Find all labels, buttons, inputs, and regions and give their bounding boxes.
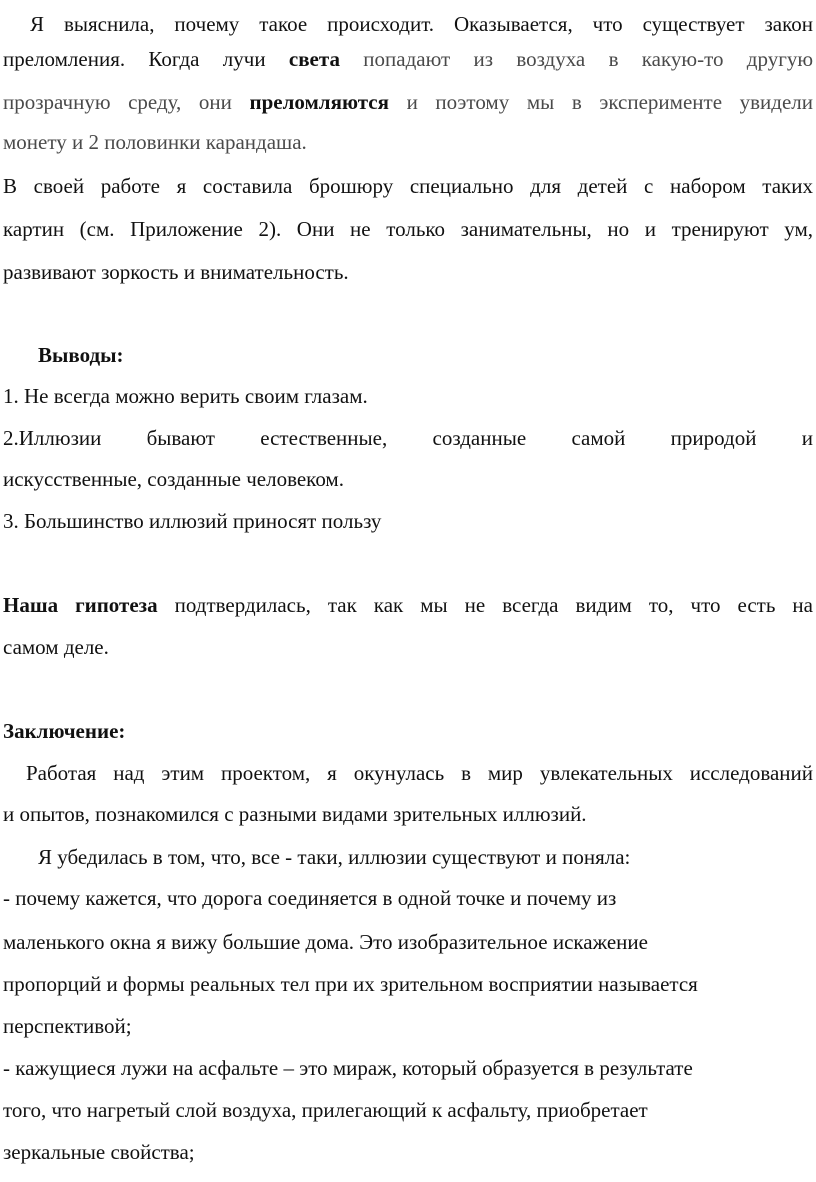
paragraph-1-line-1 bbox=[30, 10, 813, 38]
text-span: самом деле. bbox=[3, 635, 109, 659]
text-span: маленького окна я вижу большие дома. Это изобразительное искажение bbox=[3, 930, 648, 954]
text-span: - кажущиеся лужи на асфальте – это мираж, который образуется в результате bbox=[3, 1056, 693, 1080]
summary-heading bbox=[3, 717, 813, 745]
text-span: и поэтому мы в эксперименте увидели bbox=[406, 90, 814, 114]
text-span: - почему кажется, что дорога соединяется в одной точке и почему из bbox=[3, 886, 617, 910]
hypothesis-label: Наша гипотеза bbox=[3, 593, 158, 617]
summary-paragraph-1-line-2 bbox=[3, 800, 813, 828]
paragraph-2-line-3 bbox=[3, 258, 813, 286]
text-span: искусственные, созданные человеком. bbox=[3, 467, 344, 491]
text-span: 2.Иллюзии бывают естественные, созданные самой природой и bbox=[3, 426, 813, 450]
summary-paragraph-4-line-2 bbox=[3, 1096, 813, 1124]
hypothesis-line-2 bbox=[3, 633, 813, 661]
text-span: Я выяснила, почему такое происходит. Оказывается, что существует закон bbox=[30, 12, 813, 36]
paragraph-2-line-2 bbox=[3, 215, 813, 243]
summary-paragraph-3-line-4 bbox=[3, 1012, 813, 1040]
summary-paragraph-3-line-3 bbox=[3, 970, 813, 998]
text-span: прозрачную среду, они bbox=[3, 90, 232, 114]
text-span: 3. Большинство иллюзий приносят пользу bbox=[3, 509, 382, 533]
text-span: подтвердилась, так как мы не всегда видим то, что есть на bbox=[174, 593, 813, 617]
text-span: Выводы: bbox=[38, 343, 124, 367]
summary-paragraph-4-line-1 bbox=[3, 1054, 813, 1082]
summary-paragraph-4-line-3 bbox=[3, 1138, 813, 1166]
text-span: пропорций и формы реальных тел при их зрительном восприятии называется bbox=[3, 972, 698, 996]
conclusion-item-2-line-2 bbox=[3, 465, 813, 493]
text-span: монету и 2 половинки карандаша. bbox=[3, 130, 307, 154]
text-span: перспективой; bbox=[3, 1014, 132, 1038]
paragraph-1-line-3 bbox=[3, 88, 813, 116]
hypothesis-line-1 bbox=[3, 591, 813, 619]
bold-word-sveta: света bbox=[288, 47, 340, 71]
summary-paragraph-3-line-1 bbox=[3, 884, 813, 912]
conclusion-item-3 bbox=[3, 507, 813, 535]
text-span: Работая над этим проектом, я окунулась в мир увлекательных исследований bbox=[26, 761, 813, 785]
conclusions-heading bbox=[38, 341, 813, 369]
conclusion-item-1 bbox=[3, 382, 813, 410]
text-span: преломления. Когда лучи bbox=[3, 47, 266, 71]
bold-word-prelomlyayutsya: преломляются bbox=[249, 90, 389, 114]
text-span: и опытов, познакомился с разными видами зрительных иллюзий. bbox=[3, 802, 587, 826]
conclusion-item-2-line-1 bbox=[3, 424, 813, 452]
text-span: того, что нагретый слой воздуха, прилегающий к асфальту, приобретает bbox=[3, 1098, 648, 1122]
text-span: попадают из воздуха в какую-то другую bbox=[363, 47, 814, 71]
text-span: Я убедилась в том, что, все - таки, иллюзии существуют и поняла: bbox=[38, 845, 631, 869]
text-span: 1. Не всегда можно верить своим глазам. bbox=[3, 384, 368, 408]
text-span: развивают зоркость и внимательность. bbox=[3, 260, 349, 284]
text-span: картин (см. Приложение 2). Они не только занимательны, но и тренируют ум, bbox=[3, 217, 813, 241]
paragraph-2-line-1 bbox=[3, 172, 813, 200]
summary-paragraph-3-line-2 bbox=[3, 928, 813, 956]
summary-paragraph-1-line-1 bbox=[26, 759, 813, 787]
summary-paragraph-2-line-1 bbox=[38, 843, 813, 871]
paragraph-1-line-4 bbox=[3, 128, 813, 156]
text-span: Заключение: bbox=[3, 719, 126, 743]
paragraph-1-line-2 bbox=[3, 45, 813, 73]
text-span: В своей работе я составила брошюру специально для детей с набором таких bbox=[3, 174, 813, 198]
text-span: зеркальные свойства; bbox=[3, 1140, 195, 1164]
